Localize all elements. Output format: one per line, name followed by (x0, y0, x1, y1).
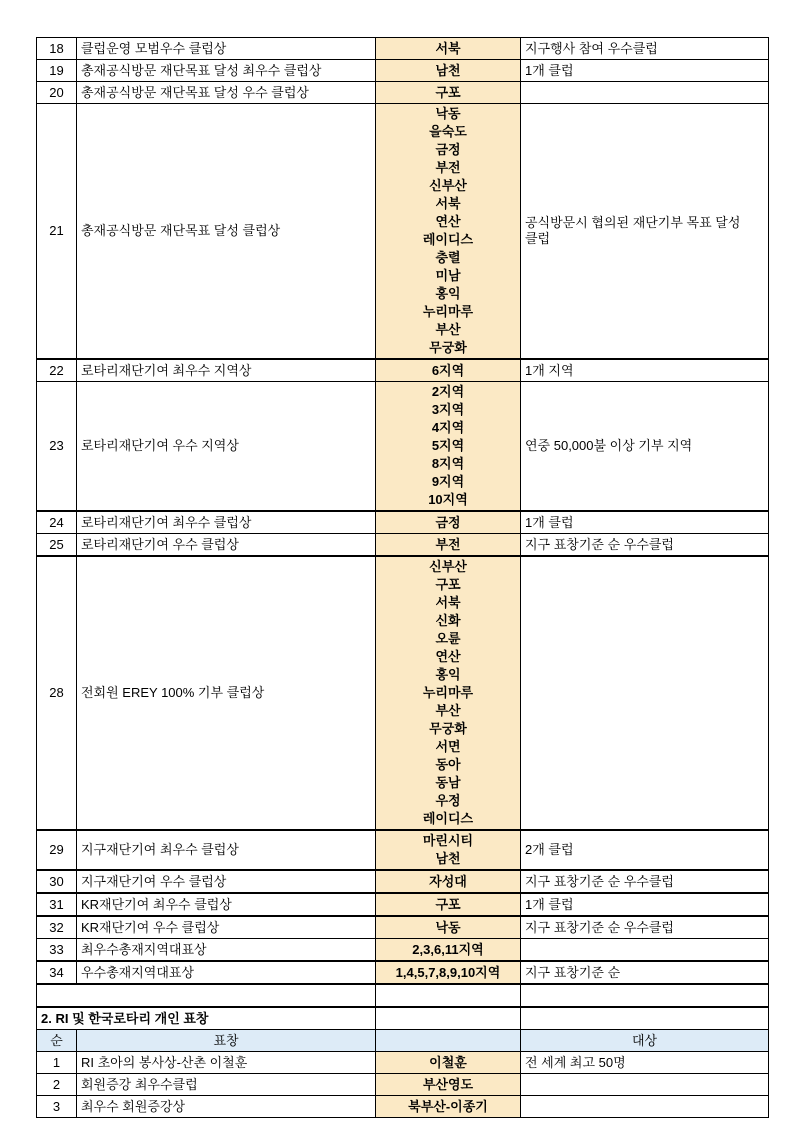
award-row (37, 1052, 769, 1074)
row-number: 18 (37, 38, 77, 60)
award-recipient (376, 893, 521, 916)
recipient-name: 부산 (435, 322, 461, 337)
award-recipient (376, 82, 521, 104)
award-name: 총재공식방문 재단목표 달성 최우수 클럽상 (77, 60, 376, 82)
recipient-name: 북부산-이종기 (408, 1098, 488, 1114)
award-recipient (376, 1096, 521, 1118)
section2-title-row (37, 1007, 769, 1030)
award-recipient (376, 1074, 521, 1096)
award-criteria (521, 939, 769, 962)
award-recipient (376, 830, 521, 870)
recipient-name: 서북 (435, 595, 461, 610)
award-name: 로타리재단기여 최우수 클럽상 (77, 511, 376, 534)
recipient-name: 동남 (435, 775, 461, 790)
spacer-cell (521, 984, 769, 1007)
award-recipient (376, 556, 521, 830)
recipient-name: 구포 (435, 896, 461, 912)
award-row (37, 104, 769, 360)
award-name: 우수총재지역대표상 (77, 961, 376, 984)
spacer-cell (376, 984, 521, 1007)
recipient-name: 신화 (435, 613, 461, 628)
award-criteria (521, 82, 769, 104)
row-number: 3 (37, 1096, 77, 1118)
award-criteria (521, 1074, 769, 1096)
award-row (37, 1074, 769, 1096)
award-recipient (376, 511, 521, 534)
spacer-cell (37, 984, 376, 1007)
award-row (37, 939, 769, 962)
recipient-name: 부전 (435, 160, 461, 175)
title-row-empty-cell (521, 1007, 769, 1030)
recipient-name: 서북 (435, 196, 461, 211)
recipient-name: 연산 (435, 649, 461, 664)
award-criteria: 공식방문시 협의된 재단기부 목표 달성 클럽 (521, 104, 769, 360)
award-row (37, 893, 769, 916)
award-recipient (376, 38, 521, 60)
recipient-name: 2지역 (431, 384, 465, 399)
award-row (37, 359, 769, 382)
award-row (37, 82, 769, 104)
award-name: KR재단기여 최우수 클럽상 (77, 893, 376, 916)
award-row (37, 534, 769, 557)
award-row (37, 382, 769, 512)
award-criteria: 지구행사 참여 우수클럽 (521, 38, 769, 60)
row-number: 33 (37, 939, 77, 962)
award-name: 회원증강 최우수클럽 (77, 1074, 376, 1096)
awards-table (36, 37, 769, 1118)
award-name: 지구재단기여 최우수 클럽상 (77, 830, 376, 870)
award-criteria: 연중 50,000불 이상 기부 지역 (521, 382, 769, 512)
recipient-name: 부전 (435, 536, 461, 552)
recipient-name: 3지역 (431, 402, 465, 417)
award-name: 로타리재단기여 최우수 지역상 (77, 359, 376, 382)
award-recipient (376, 1052, 521, 1074)
award-row (37, 830, 769, 870)
recipient-name: 부산 (435, 703, 461, 718)
award-name: 총재공식방문 재단목표 달성 클럽상 (77, 104, 376, 360)
column-header-no: 순 (37, 1030, 77, 1052)
recipient-name: 누리마루 (422, 685, 474, 700)
row-number: 19 (37, 60, 77, 82)
award-criteria (521, 1096, 769, 1118)
recipient-name: 홍익 (435, 286, 461, 301)
recipient-name: 6지역 (431, 362, 465, 378)
recipient-name: 홍익 (435, 667, 461, 682)
row-number: 22 (37, 359, 77, 382)
column-header-award: 표창 (77, 1030, 376, 1052)
award-recipient (376, 382, 521, 512)
row-number: 29 (37, 830, 77, 870)
row-number: 30 (37, 870, 77, 893)
recipient-name: 구포 (435, 84, 461, 100)
recipient-name: 8지역 (431, 456, 465, 471)
award-name: RI 초아의 봉사상-산촌 이철훈 (77, 1052, 376, 1074)
column-header-target: 대상 (521, 1030, 769, 1052)
recipient-name: 누리마루 (422, 304, 474, 319)
row-number: 20 (37, 82, 77, 104)
award-name: 클럽운영 모범우수 클럽상 (77, 38, 376, 60)
award-name: 최우수 회원증강상 (77, 1096, 376, 1118)
award-criteria: 지구 표창기준 순 우수클럽 (521, 870, 769, 893)
row-number: 31 (37, 893, 77, 916)
row-number: 28 (37, 556, 77, 830)
section2-rows (37, 984, 769, 1118)
recipient-name: 구포 (435, 577, 461, 592)
recipient-name: 9지역 (431, 474, 465, 489)
award-recipient (376, 916, 521, 939)
award-row (37, 38, 769, 60)
recipient-name: 2,3,6,11지역 (412, 941, 484, 957)
row-number: 32 (37, 916, 77, 939)
row-number: 34 (37, 961, 77, 984)
award-row (37, 60, 769, 82)
column-header-recipient (376, 1030, 521, 1052)
recipient-name: 자성대 (429, 873, 467, 889)
recipient-name: 신부산 (429, 559, 467, 574)
recipient-name: 남천 (435, 851, 461, 866)
award-criteria: 전 세계 최고 50명 (521, 1052, 769, 1074)
recipient-name: 낙동 (435, 919, 461, 935)
recipient-name: 서북 (435, 40, 461, 56)
award-recipient (376, 104, 521, 360)
award-criteria (521, 556, 769, 830)
award-recipient (376, 870, 521, 893)
recipient-name: 미남 (435, 268, 461, 283)
award-recipient (376, 60, 521, 82)
award-recipient (376, 961, 521, 984)
recipient-name: 5지역 (431, 438, 465, 453)
recipient-name: 동아 (435, 757, 461, 772)
award-row (37, 961, 769, 984)
row-number: 23 (37, 382, 77, 512)
award-criteria: 지구 표창기준 순 우수클럽 (521, 534, 769, 557)
award-name: 최우수총재지역대표상 (77, 939, 376, 962)
recipient-name: 1,4,5,7,8,9,10지역 (395, 964, 501, 980)
recipient-name: 마린시티 (422, 833, 474, 848)
recipient-name: 금정 (435, 514, 461, 530)
award-name: 지구재단기여 우수 클럽상 (77, 870, 376, 893)
recipient-name: 연산 (435, 214, 461, 229)
award-recipient (376, 359, 521, 382)
row-number: 24 (37, 511, 77, 534)
recipient-name: 낙동 (435, 106, 461, 121)
recipient-name: 오륜 (435, 631, 461, 646)
recipient-name: 부산영도 (422, 1076, 474, 1092)
award-row (37, 511, 769, 534)
section1-rows (37, 38, 769, 985)
award-criteria: 1개 클럽 (521, 893, 769, 916)
award-row (37, 1096, 769, 1118)
award-recipient (376, 939, 521, 962)
award-criteria: 지구 표창기준 순 우수클럽 (521, 916, 769, 939)
award-criteria: 1개 클럽 (521, 60, 769, 82)
award-recipient (376, 534, 521, 557)
recipient-name: 신부산 (429, 178, 467, 193)
section2-header-row (37, 1030, 769, 1052)
recipient-name: 4지역 (431, 420, 465, 435)
recipient-name: 충렬 (435, 250, 461, 265)
award-criteria: 2개 클럽 (521, 830, 769, 870)
recipient-name: 무궁화 (429, 340, 467, 355)
spacer-row (37, 984, 769, 1007)
award-name: KR재단기여 우수 클럽상 (77, 916, 376, 939)
row-number: 2 (37, 1074, 77, 1096)
recipient-name: 레이디스 (422, 232, 474, 247)
award-name: 총재공식방문 재단목표 달성 우수 클럽상 (77, 82, 376, 104)
recipient-name: 무궁화 (429, 721, 467, 736)
award-criteria: 1개 지역 (521, 359, 769, 382)
row-number: 1 (37, 1052, 77, 1074)
award-row (37, 870, 769, 893)
award-criteria: 지구 표창기준 순 (521, 961, 769, 984)
recipient-name: 레이디스 (422, 811, 474, 826)
section2-title: 2. RI 및 한국로타리 개인 표창 (37, 1007, 376, 1030)
award-name: 전회원 EREY 100% 기부 클럽상 (77, 556, 376, 830)
award-name: 로타리재단기여 우수 클럽상 (77, 534, 376, 557)
row-number: 25 (37, 534, 77, 557)
recipient-name: 이철훈 (429, 1054, 467, 1070)
recipient-name: 우정 (435, 793, 461, 808)
title-row-empty-cell (376, 1007, 521, 1030)
row-number: 21 (37, 104, 77, 360)
recipient-name: 을숙도 (429, 124, 467, 139)
recipient-name: 금정 (435, 142, 461, 157)
recipient-name: 서면 (435, 739, 461, 754)
award-row (37, 916, 769, 939)
award-name: 로타리재단기여 우수 지역상 (77, 382, 376, 512)
recipient-name: 남천 (435, 62, 461, 78)
award-row (37, 556, 769, 830)
award-criteria: 1개 클럽 (521, 511, 769, 534)
recipient-name: 10지역 (428, 492, 468, 507)
